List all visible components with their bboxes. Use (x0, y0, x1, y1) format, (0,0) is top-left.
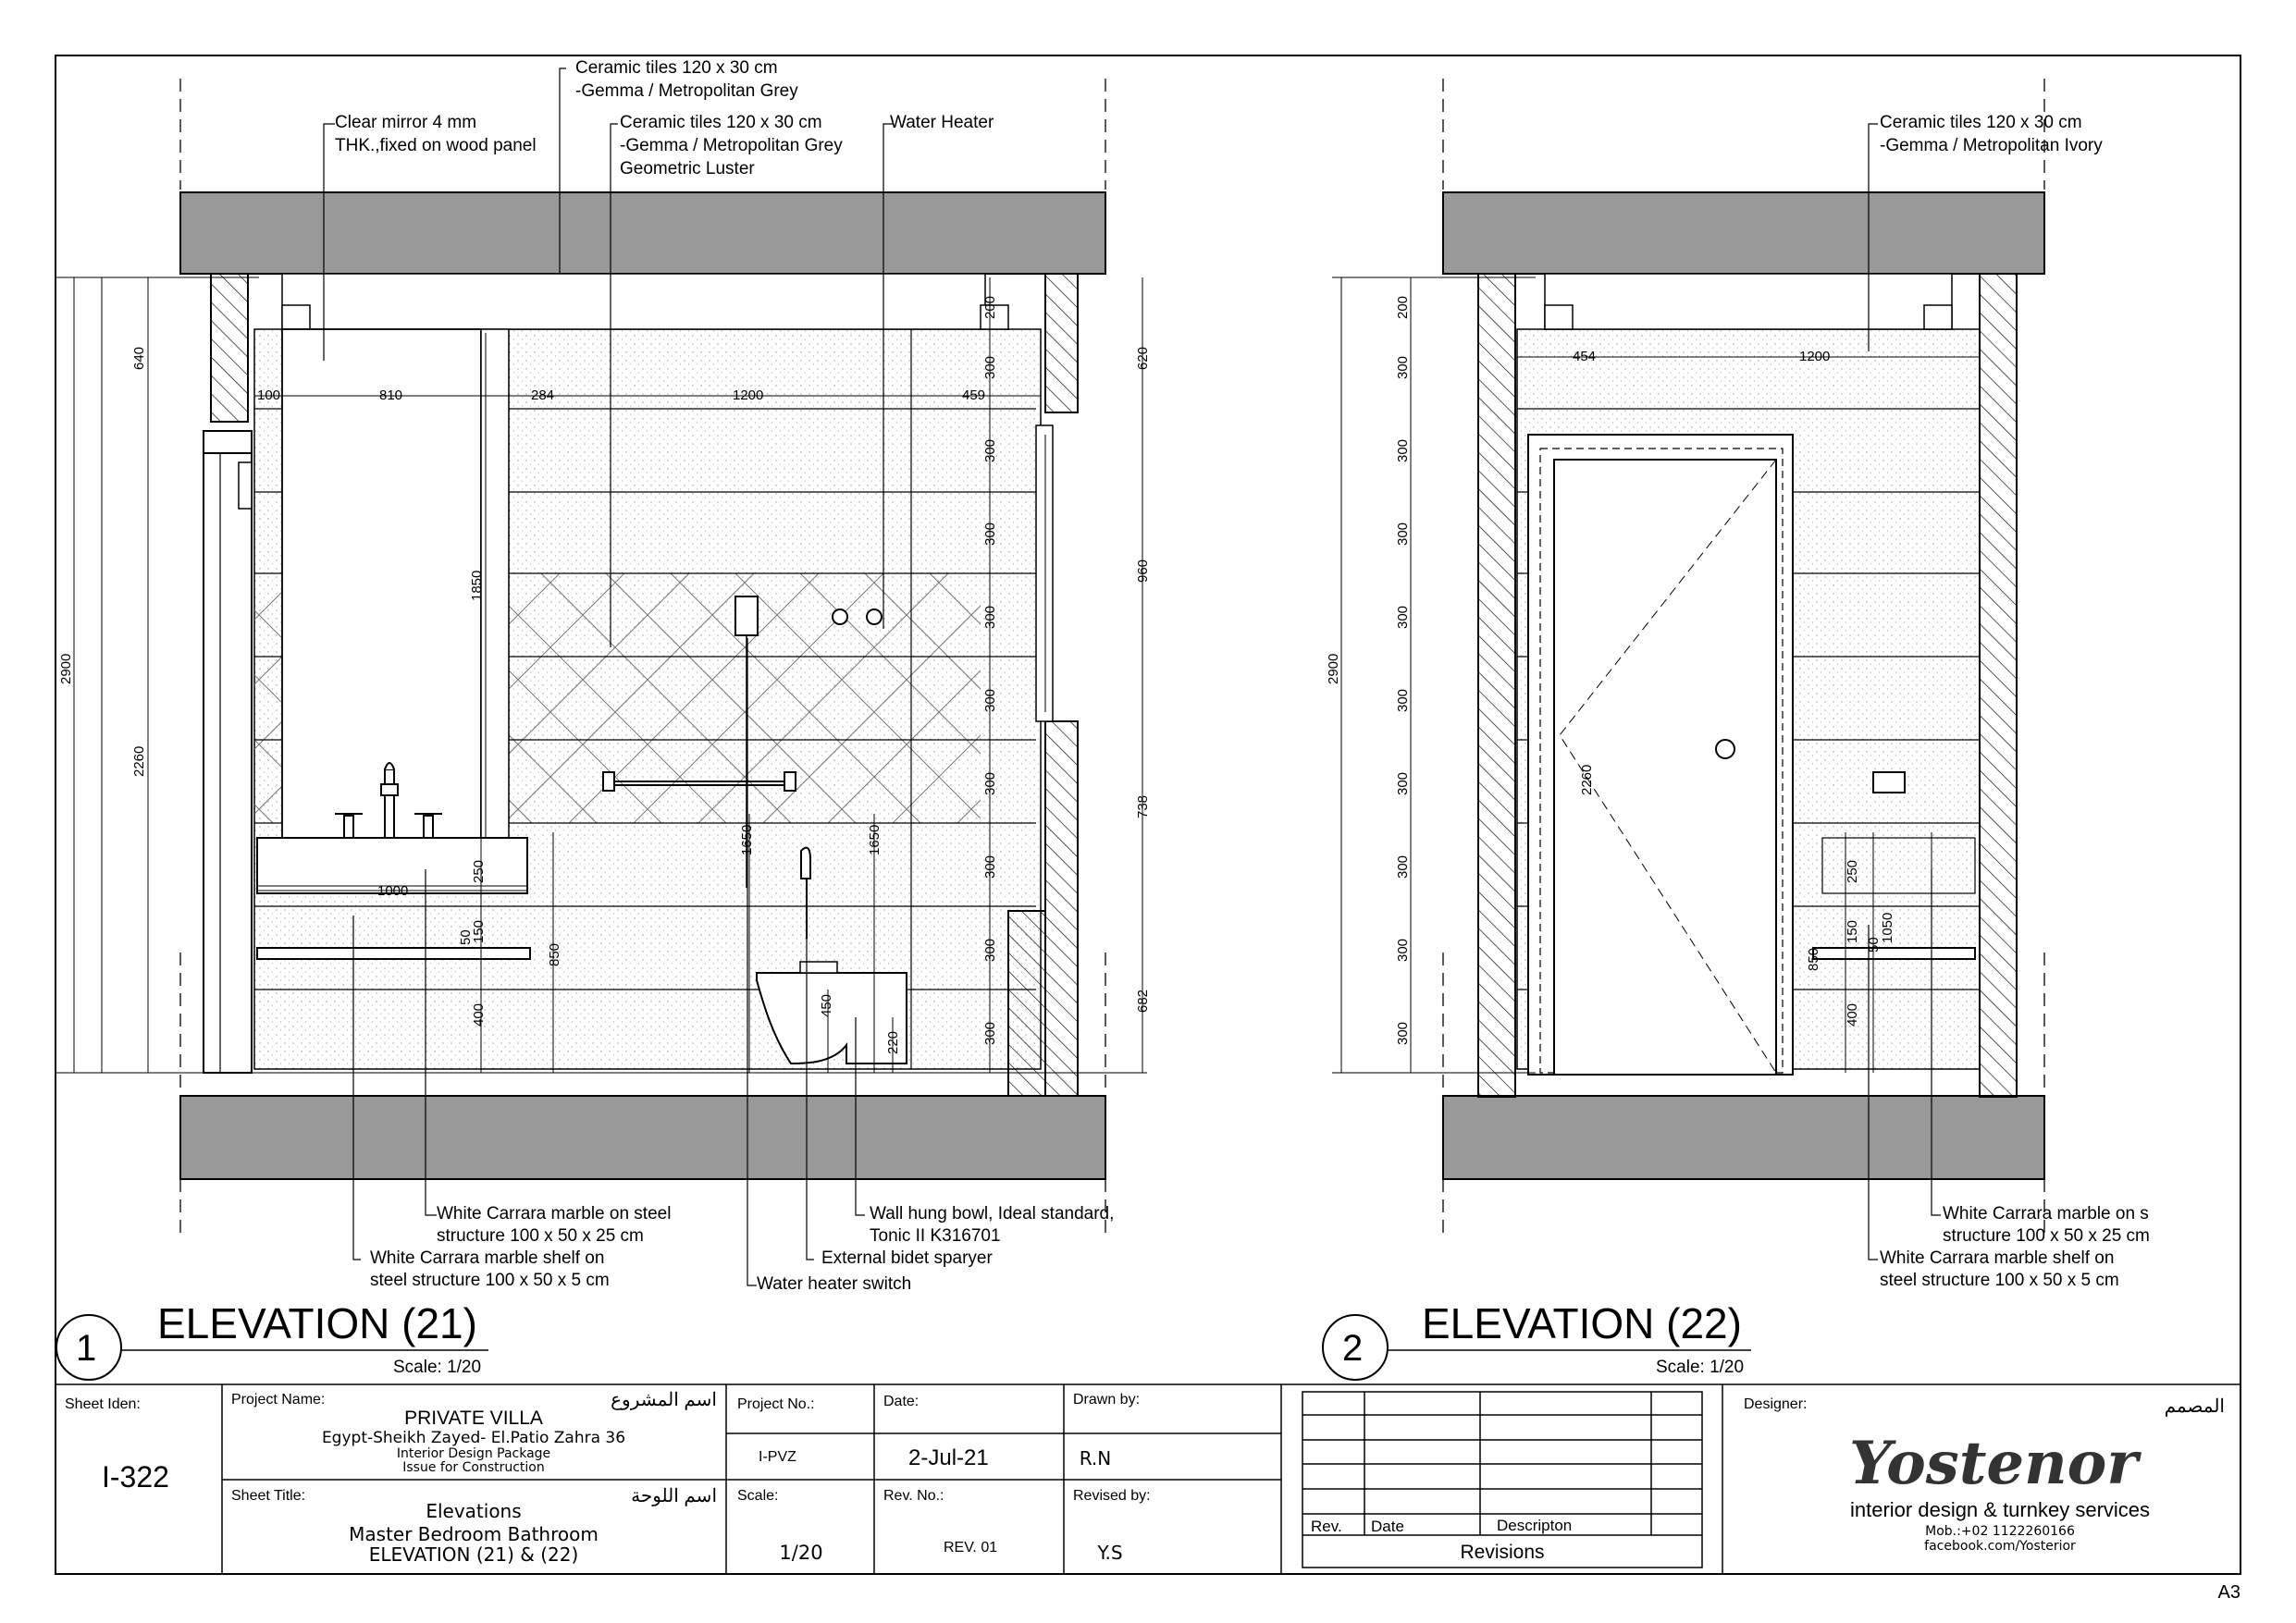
svg-text:اسم اللوحة: اسم اللوحة (631, 1486, 717, 1506)
svg-text:459: 459 (962, 387, 986, 403)
svg-text:I-PVZ: I-PVZ (759, 1449, 796, 1465)
svg-text:682: 682 (1135, 989, 1151, 1013)
svg-text:Geometric Luster: Geometric Luster (620, 159, 755, 178)
svg-text:300: 300 (1395, 522, 1411, 546)
svg-text:R.N: R.N (1079, 1447, 1112, 1469)
svg-text:REV. 01: REV. 01 (944, 1540, 998, 1555)
svg-text:Revisions: Revisions (1460, 1542, 1545, 1563)
svg-text:300: 300 (1395, 855, 1411, 879)
svg-text:300: 300 (982, 771, 998, 795)
svg-text:Descripton: Descripton (1497, 1517, 1573, 1534)
paper-size: A3 (2217, 1582, 2240, 1603)
svg-text:Master Bedroom Bathroom: Master Bedroom Bathroom (349, 1523, 599, 1545)
svg-text:المصمم: المصمم (2164, 1396, 2225, 1417)
svg-text:300: 300 (982, 688, 998, 712)
right-wall-hatch (1980, 274, 2017, 1097)
svg-text:Mob.:+02 1122260166: Mob.:+02 1122260166 (1925, 1524, 2075, 1539)
svg-text:300: 300 (982, 438, 998, 462)
svg-text:300: 300 (1395, 688, 1411, 712)
svg-text:structure 100 x 50 x 25 cm: structure 100 x 50 x 25 cm (1943, 1226, 2150, 1246)
svg-text:1: 1 (76, 1328, 97, 1369)
svg-text:738: 738 (1135, 794, 1151, 818)
label-tiles-ivory: Ceramic tiles 120 x 30 cm (1880, 113, 2082, 132)
svg-text:1850: 1850 (469, 570, 485, 601)
svg-text:Date: Date (1371, 1518, 1404, 1535)
elevation-22 (1332, 79, 2044, 1260)
svg-text:1050: 1050 (1880, 912, 1895, 943)
left-wall-hatch (211, 274, 248, 422)
label-water-heater: Water Heater (890, 113, 994, 132)
label-marble-shelf: White Carrara marble shelf on (370, 1248, 605, 1268)
svg-text:850: 850 (1806, 947, 1821, 971)
svg-text:454: 454 (1573, 349, 1597, 364)
svg-text:facebook.com/Yosterior: facebook.com/Yosterior (1924, 1539, 2076, 1554)
svg-text:Issue for Construction: Issue for Construction (402, 1460, 545, 1475)
svg-text:150: 150 (471, 919, 487, 943)
svg-text:2: 2 (1342, 1328, 1364, 1369)
mixer-knob (867, 609, 882, 624)
svg-text:Designer:: Designer: (1744, 1396, 1808, 1412)
svg-text:200: 200 (982, 295, 998, 319)
sheet-id: I-322 (102, 1460, 169, 1494)
elevation-21 (56, 68, 1147, 1285)
svg-text:300: 300 (1395, 938, 1411, 962)
svg-text:Scale:: Scale: (737, 1488, 779, 1504)
heater-switch (735, 596, 758, 635)
svg-text:300: 300 (982, 938, 998, 962)
svg-text:300: 300 (982, 355, 998, 379)
svg-text:300: 300 (982, 855, 998, 879)
svg-text:300: 300 (982, 605, 998, 629)
svg-text:-Gemma / Metropolitan Grey: -Gemma / Metropolitan Grey (620, 136, 843, 155)
svg-text:Scale: 1/20: Scale: 1/20 (1656, 1358, 1745, 1377)
svg-text:220: 220 (885, 1030, 901, 1054)
svg-text:Revised by:: Revised by: (1073, 1488, 1151, 1504)
svg-text:50: 50 (1866, 937, 1882, 953)
designer-tagline: interior design & turnkey services (1849, 1498, 2151, 1521)
svg-text:284: 284 (531, 387, 555, 403)
svg-text:Elevations: Elevations (426, 1500, 522, 1522)
svg-text:Tonic II K316701: Tonic II K316701 (870, 1226, 1001, 1246)
svg-text:300: 300 (982, 1021, 998, 1045)
svg-text:850: 850 (547, 942, 562, 966)
label-bidet: External bidet sparyer (821, 1248, 993, 1268)
svg-text:250: 250 (1845, 859, 1860, 883)
svg-text:640: 640 (131, 346, 147, 370)
svg-text:-Gemma / Metropolitan Grey: -Gemma / Metropolitan Grey (575, 81, 798, 101)
label-tiles-grey: Ceramic tiles 120 x 30 cm (575, 58, 778, 78)
door-knob (1716, 740, 1734, 758)
svg-text:Drawn by:: Drawn by: (1073, 1392, 1141, 1408)
svg-text:960: 960 (1135, 559, 1151, 583)
svg-text:Egypt-Sheikh Zayed- El.Patio Z: Egypt-Sheikh Zayed- El.Patio Zahra 36 (321, 1429, 626, 1447)
svg-text:1650: 1650 (867, 824, 883, 855)
svg-text:150: 150 (1845, 919, 1860, 943)
svg-text:Y.S: Y.S (1097, 1542, 1123, 1564)
label-marble-steel: White Carrara marble on steel (437, 1204, 672, 1223)
svg-text:Sheet Title:: Sheet Title: (231, 1488, 306, 1504)
svg-text:810: 810 (379, 387, 403, 403)
label-mirror: Clear mirror 4 mm (335, 113, 477, 132)
svg-text:steel structure 100 x 50 x 5 c: steel structure 100 x 50 x 5 cm (370, 1271, 610, 1290)
label-heater-switch: Water heater switch (757, 1274, 912, 1294)
svg-text:-Gemma / Metropolitan Ivory: -Gemma / Metropolitan Ivory (1880, 136, 2103, 155)
svg-text:Scale: 1/20: Scale: 1/20 (393, 1358, 482, 1377)
svg-text:1200: 1200 (733, 387, 764, 403)
svg-text:Project No.:: Project No.: (737, 1396, 815, 1412)
designer-logo: Yostenor (1848, 1429, 2139, 1498)
left-wall-hatch (1478, 274, 1515, 1097)
project-name: PRIVATE VILLA (404, 1408, 543, 1429)
svg-text:450: 450 (819, 993, 834, 1017)
mixer-knob (833, 609, 847, 624)
marble-shelf (257, 948, 530, 959)
svg-text:300: 300 (1395, 1021, 1411, 1045)
window-frame (1036, 425, 1053, 721)
svg-text:2-Jul-21: 2-Jul-21 (908, 1445, 989, 1470)
label-tiles-luster: Ceramic tiles 120 x 30 cm (620, 113, 822, 132)
svg-text:300: 300 (982, 522, 998, 546)
svg-text:400: 400 (1845, 1002, 1860, 1027)
svg-text:400: 400 (471, 1002, 487, 1027)
svg-text:300: 300 (1395, 771, 1411, 795)
svg-text:2900: 2900 (58, 653, 74, 684)
svg-text:200: 200 (1395, 295, 1411, 319)
svg-text:THK.,fixed on wood panel: THK.,fixed on wood panel (335, 136, 537, 155)
ceiling-slab (180, 192, 1105, 274)
svg-text:Rev. No.:: Rev. No.: (883, 1488, 944, 1504)
floor-slab (180, 1096, 1105, 1179)
svg-text:1200: 1200 (1799, 349, 1831, 364)
svg-text:100: 100 (257, 387, 281, 403)
svg-text:اسم المشروع: اسم المشروع (611, 1390, 717, 1410)
svg-text:Project Name:: Project Name: (231, 1392, 326, 1408)
svg-text:ELEVATION (21) & (22): ELEVATION (21) & (22) (368, 1543, 579, 1566)
elevation-22-title: ELEVATION (22) (1422, 1299, 1742, 1347)
svg-text:Sheet Iden:: Sheet Iden: (65, 1396, 141, 1412)
svg-text:50: 50 (458, 929, 474, 945)
right-wall-hatch (1045, 274, 1078, 412)
svg-text:620: 620 (1135, 346, 1151, 370)
svg-text:2260: 2260 (131, 745, 147, 777)
svg-text:1/20: 1/20 (779, 1542, 823, 1564)
svg-text:steel structure 100 x 50 x 5 c: steel structure 100 x 50 x 5 cm (1880, 1271, 2119, 1290)
svg-text:1650: 1650 (739, 824, 755, 855)
svg-text:250: 250 (471, 859, 487, 883)
label-marble-shelf-22: White Carrara marble shelf on (1880, 1248, 2115, 1268)
svg-text:structure 100 x 50 x 25 cm: structure 100 x 50 x 25 cm (437, 1226, 644, 1246)
svg-text:300: 300 (1395, 438, 1411, 462)
elevation-21-title: ELEVATION (21) (157, 1299, 477, 1347)
svg-text:1000: 1000 (377, 883, 409, 899)
svg-text:2900: 2900 (1326, 653, 1341, 684)
svg-text:Rev.: Rev. (1311, 1518, 1342, 1535)
mirror (282, 329, 481, 838)
svg-text:300: 300 (1395, 355, 1411, 379)
svg-text:Interior Design Package: Interior Design Package (396, 1446, 551, 1461)
label-wall-hung-bowl: Wall hung bowl, Ideal standard, (870, 1204, 1115, 1223)
svg-text:300: 300 (1395, 605, 1411, 629)
svg-text:2260: 2260 (1579, 764, 1595, 795)
label-marble-steel-22: White Carrara marble on s (1943, 1204, 2149, 1223)
svg-text:Date:: Date: (883, 1394, 920, 1409)
